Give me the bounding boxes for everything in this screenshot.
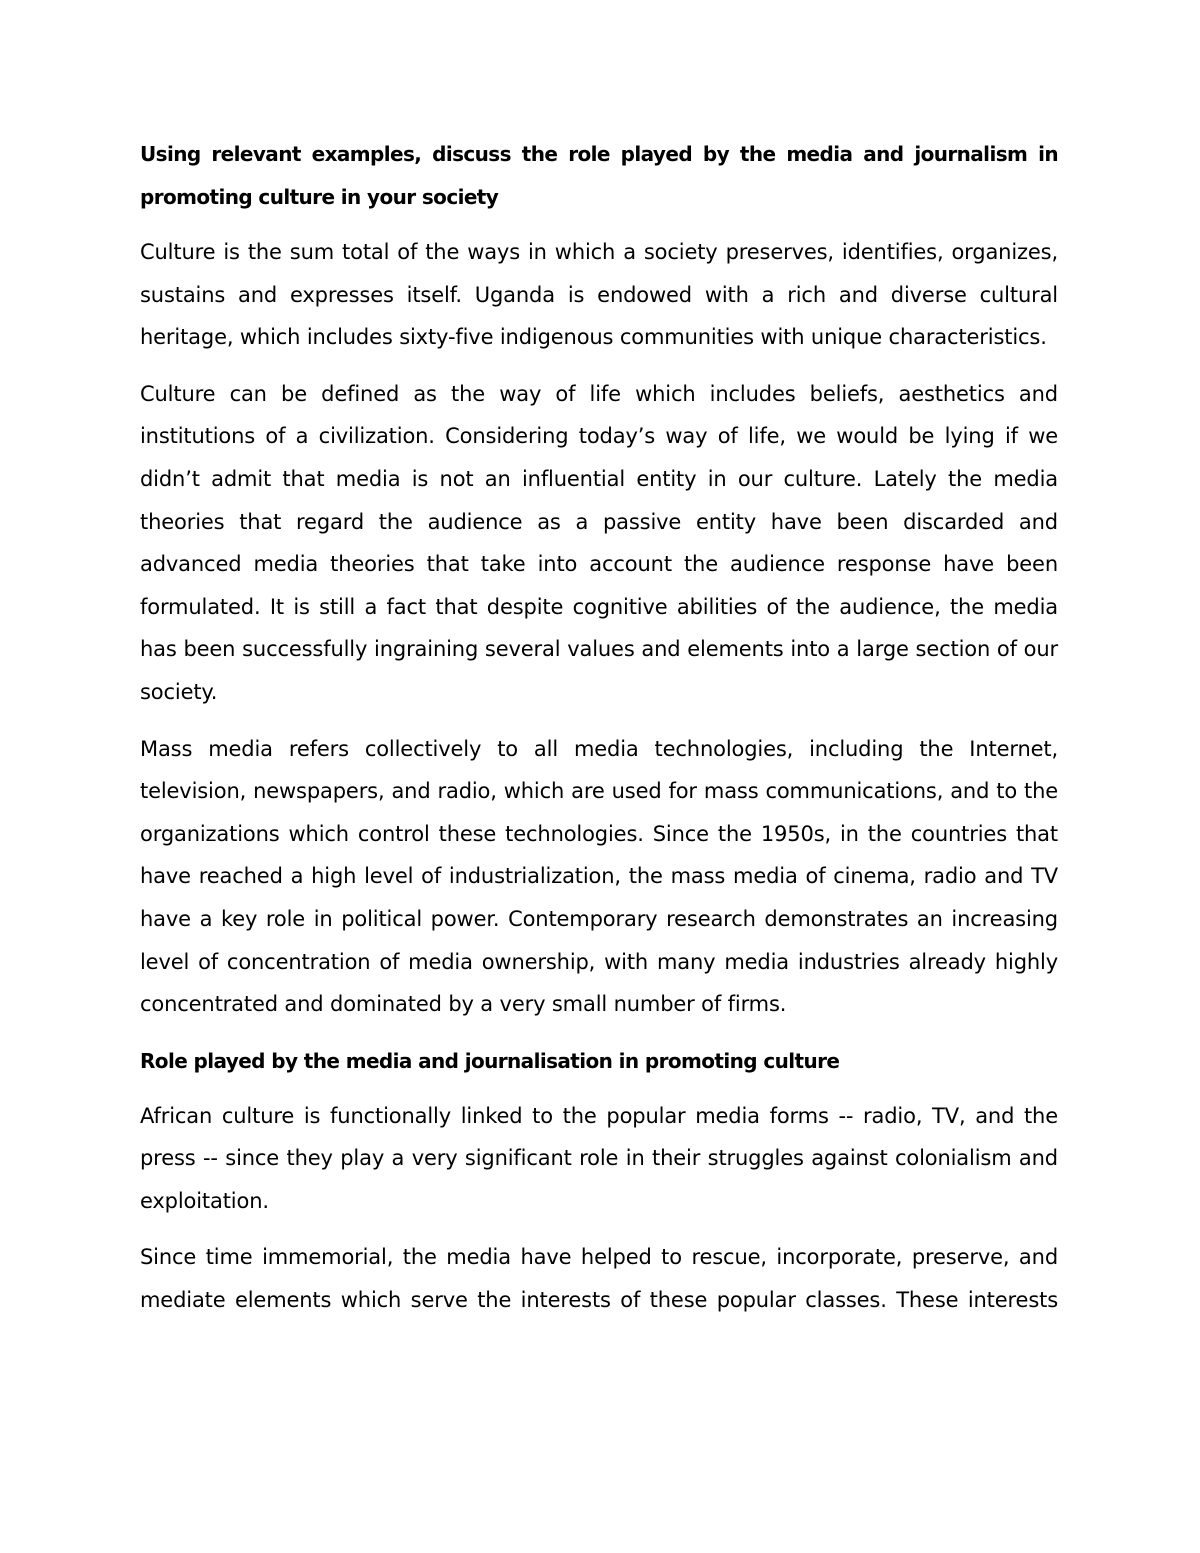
section-heading: Role played by the media and journalisation in promoting culture	[140, 1048, 840, 1073]
paragraph-time-immemorial: Since time immemorial, the media have helped to rescue, incorporate, preserve, and mediate elements which serve the interests of these popular classes. These interests	[140, 1245, 1058, 1313]
paragraph-mass-media: Mass media refers collectively to all media technologies, including the Internet, television, newspapers, and radio, which are used for mass communications, and to the organizations which control these technologies. Since the 1950s, in the countries that have reached a high level of industrialization, the mass media of cinema, radio and TV have a key role in political power. Contemporary research demonstrates an increasing level of concentration of media ownership, with many media industries already highly concentrated and dominated by a very small number of firms.	[140, 736, 1058, 1017]
document-page	[140, 133, 1058, 1336]
paragraph-african-culture: African culture is functionally linked to the popular media forms -- radio, TV, and the press -- since they play a very significant role in their struggles against colonialism and exploitation.	[140, 1103, 1058, 1213]
document-title: Using relevant examples, discuss the role played by the media and journalism in promoting culture in your society	[140, 142, 1058, 209]
paragraph-culture-definition: Culture is the sum total of the ways in which a society preserves, identifies, organizes, sustains and expresses itself. Uganda is endowed with a rich and diverse cultural heritage, which includes sixty-five indigenous communities with unique characteristics.	[140, 240, 1058, 350]
paragraph-media-influence: Culture can be defined as the way of life which includes beliefs, aesthetics and institutions of a civilization. Considering today’s way of life, we would be lying if we didn’t admit that media is not an influential entity in our culture. Lately the media theories that regard the audience as a passive entity have been discarded and advanced media theories that take into account the audience response have been formulated. It is still a fact that despite cognitive abilities of the audience, the media has been successfully ingraining several values and elements into a large section of our society.	[140, 381, 1058, 704]
